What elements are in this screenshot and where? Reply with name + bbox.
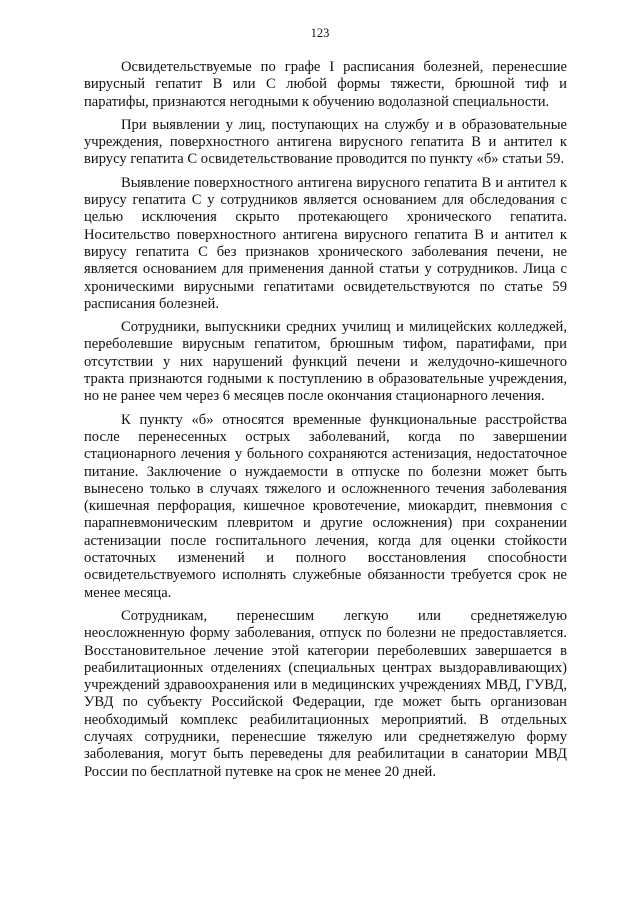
paragraph-diving-eligibility: Освидетельствуемые по графе I расписания болезней, перенесшие вирусный гепатит В или С любой формы тяжести, брюшной тиф и паратифы, признаются негодными к обучению водолазной специальности.	[84, 59, 567, 110]
paragraph-graduates-admission: Сотрудники, выпускники средних училищ и милицейских колледжей, переболевшие вирусным гепатитом, брюшным тифом, паратифами, при отсутствии у них нарушений функций печени и желудочно-кишечного тракта признаются годными к поступлению в образовательные учреждения, но не ранее чем через 6 месяцев после окончания стационарного лечения.	[84, 319, 567, 405]
body-text	[84, 59, 567, 787]
paragraph-antigen-detection-employees: Выявление поверхностного антигена вирусного гепатита В и антител к вирусу гепатита С у сотрудников является основанием для обследования с целью исключения скрыто протекающего хронического гепатита. Носительство поверхностного антигена вирусного гепатита В и антител к вирусу гепатита С без признаков хронического заболевания печени, не является основанием для применения данной статьи у сотрудников. Лица с хроническими вирусными гепатитами освидетельствуются по статье 59 расписания болезней.	[84, 174, 567, 312]
paragraph-rehabilitation: Сотрудникам, перенесшим легкую или среднетяжелую неосложненную форму заболевания, отпуск по болезни не предоставляется. Восстановительное лечение этой категории переболевших завершается в реабилитационных отделениях (специальных центрах выздоравливающих) учреждений здравоохранения или в медицинских учреждениях МВД, ГУВД, УВД по субъекту Российской Федерации, где может быть организован необходимый комплекс реабилитационных мероприятий. В отдельных случаях сотрудники, перенесшие тяжелую или среднетяжелую форму заболевания, могут быть переведены для реабилитации в санатории МВД России по бесплатной путевке на срок не менее 20 дней.	[84, 607, 567, 780]
page-number: 123	[310, 26, 330, 40]
paragraph-antigen-detection-applicants: При выявлении у лиц, поступающих на службу и в образовательные учреждения, поверхностного антигена вирусного гепатита В и антител к вирусу гепатита С освидетельствование проводится по пункту «б» статьи 59.	[84, 116, 567, 168]
paragraph-point-b: К пункту «б» относятся временные функциональные расстройства после перенесенных острых заболеваний, когда по завершении стационарного лечения у больного сохраняются астенизация, недостаточное питание. Заключение о нуждаемости в отпуске по болезни может быть вынесено только в случаях тяжелого и осложненного течения заболевания (кишечная перфорация, кишечное кровотечение, миокардит, пневмония с парапневмоническим плевритом и другие осложнения) при сохранении астенизации после госпитального лечения, когда для оценки стойкости остаточных изменений и полного восстановления способности освидетельствуемого исполнять служебные обязанности требуется срок не менее месяца.	[84, 411, 567, 601]
